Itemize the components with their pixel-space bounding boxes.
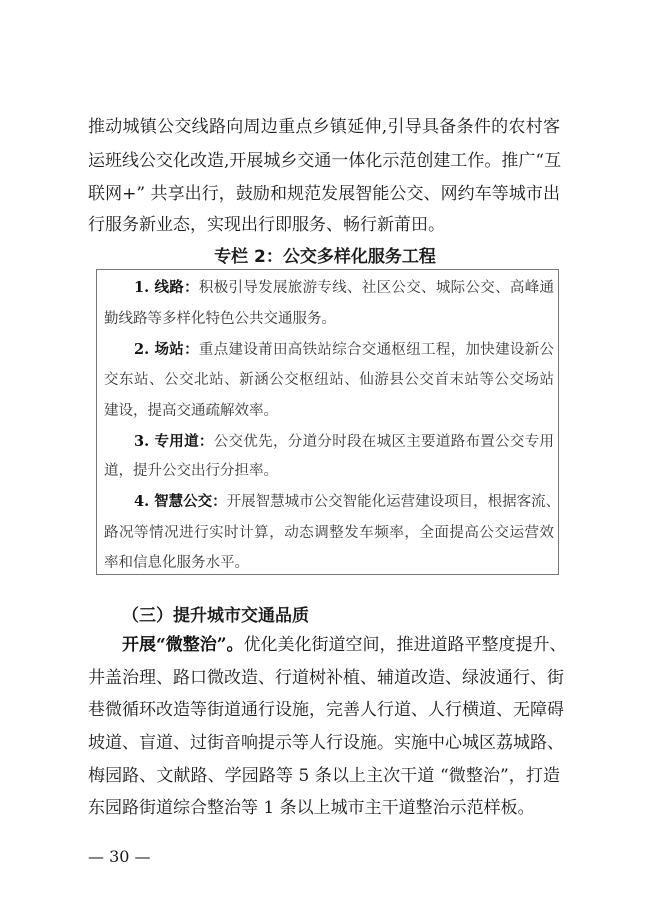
box-title: 专栏 2：公交多样化服务工程 bbox=[214, 247, 436, 267]
body-line: 巷微循环改造等街道通行设施，完善人行道、人行横道、无障碍 bbox=[88, 700, 564, 720]
box-line: 率和信息化服务水平。 bbox=[104, 555, 249, 571]
item-label: 1. 线路： bbox=[134, 279, 199, 296]
box-line: 建设，提高交通疏解效率。 bbox=[104, 403, 278, 419]
body-text: 优化美化街道空间，推进道路平整度提升、 bbox=[243, 635, 567, 655]
box-line: 勤线路等多样化特色公共交通服务。 bbox=[104, 311, 336, 327]
box-line bbox=[134, 340, 554, 360]
body-line: 推动城镇公交线路向周边重点乡镇延伸,引导具备条件的农村客 bbox=[88, 117, 560, 137]
item-text: 公交优先，分道分时段在城区主要道路布置公交专用 bbox=[213, 434, 555, 450]
box-line: 道，提升公交出行分担率。 bbox=[104, 463, 278, 479]
item-label: 4. 智慧公交： bbox=[134, 493, 227, 510]
box-line bbox=[134, 432, 554, 452]
box-line: 路况等情况进行实时计算，动态调整发车频率，全面提高公交运营效 bbox=[104, 525, 554, 541]
body-line: 井盖治理、路口微改造、行道树补植、辅道改造、绿波通行、街 bbox=[88, 668, 564, 688]
body-line: 梅园路、文献路、学园路等 5 条以上主次干道 “微整治”，打造 bbox=[88, 766, 560, 786]
box-line bbox=[134, 492, 561, 512]
item-text: 开展智慧城市公交智能化运营建设项目，根据客流、 bbox=[226, 494, 561, 510]
body-line: 联网+” 共享出行，鼓励和规范发展智能公交、网约车等城市出 bbox=[88, 184, 560, 204]
page-number: — 30 — bbox=[88, 847, 151, 866]
item-label: 3. 专用道： bbox=[134, 433, 214, 450]
section-heading: （三）提升城市交通品质 bbox=[122, 606, 309, 626]
body-line: 东园路街道综合整治等 1 条以上城市主干道整治示范样板。 bbox=[88, 798, 535, 818]
body-line bbox=[122, 634, 567, 656]
box-line: 交东站、公交北站、新涵公交枢纽站、仙游县公交首末站等公交场站 bbox=[104, 372, 554, 388]
body-line: 行服务新业态，实现出行即服务、畅行新莆田。 bbox=[88, 215, 445, 235]
body-line: 坡道、盲道、过街音响提示等人行设施。实施中心城区荔城路、 bbox=[88, 733, 564, 753]
section-lead: 开展“微整治”。 bbox=[122, 635, 244, 655]
body-line: 运班线公交化改造,开展城乡交通一体化示范创建工作。推广“互 bbox=[88, 151, 562, 171]
box-line bbox=[134, 278, 554, 298]
item-text: 重点建设莆田高铁站综合交通枢纽工程，加快建设新公 bbox=[198, 342, 555, 358]
item-text: 积极引导发展旅游专线、社区公交、城际公交、高峰通 bbox=[198, 280, 555, 296]
item-label: 2. 场站： bbox=[134, 341, 199, 358]
